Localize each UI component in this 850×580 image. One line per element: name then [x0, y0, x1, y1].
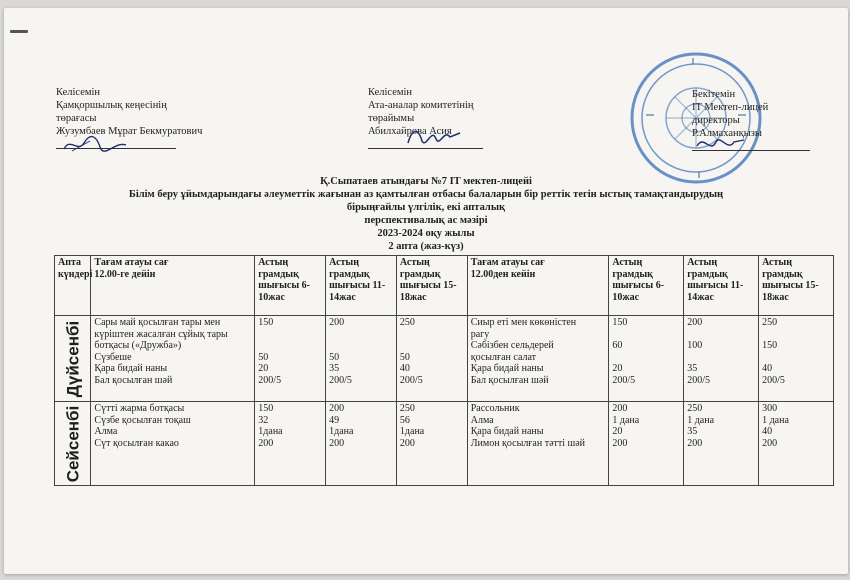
cell-line: [400, 340, 464, 352]
cell-line: 35: [687, 363, 698, 374]
portion-15-18-cell: [396, 316, 467, 402]
cell-line: қосылған салат: [470, 351, 537, 363]
cell-line: [762, 329, 830, 341]
approval-line: Жузумбаев Мұрат Бекмуратович: [56, 126, 203, 137]
header-portion2-11-14: Астың грамдық шығысы 11-14жас: [684, 256, 759, 316]
cell-line: 200: [762, 437, 778, 449]
approval-line: Абилхайрова Асия: [368, 126, 452, 137]
portion-6-10-cell: [255, 316, 326, 402]
cell-line: Бал қосылған шәй: [470, 374, 549, 386]
header-portion2-15-18: Астың грамдық шығысы 15-18жас: [759, 256, 834, 316]
cell-line: Сүзбе қосылған тоқаш: [94, 414, 191, 426]
portion-15-18-cell: [396, 402, 467, 486]
school-year: 2023-2024 оқу жылы: [377, 228, 475, 239]
cell-line: 40: [399, 363, 410, 374]
afternoon-dishes-cell: [467, 402, 609, 486]
portion2-11-14-cell: [684, 316, 759, 402]
cell-line: [400, 329, 464, 341]
approval-line: төрайымы: [368, 113, 415, 124]
cell-line: 200: [687, 437, 703, 449]
header-after-noon: Тағам атауы сағ 12.00ден кейін: [467, 256, 609, 316]
cell-line: 200: [329, 403, 345, 414]
cell-line: 200: [612, 403, 628, 414]
cell-line: 200: [399, 437, 415, 449]
cell-line: [762, 352, 830, 364]
cell-line: Қара бидай наны: [470, 363, 544, 374]
header-portion-6-10: Астың грамдық шығысы 6-10жас: [255, 256, 326, 316]
cell-line: 35: [329, 363, 340, 374]
signature-right: [694, 132, 746, 156]
cell-line: 49: [329, 414, 340, 426]
portion-11-14-cell: [326, 402, 397, 486]
cell-line: Сәбізбен сельдерей: [470, 340, 554, 351]
day-cell: [55, 316, 91, 402]
cell-line: Сиыр еті мен көкөністен: [470, 317, 577, 328]
table-header-row: [55, 256, 834, 316]
cell-line: 1дана: [399, 426, 425, 437]
approval-line: Р.Алмаханқызы: [692, 128, 762, 139]
day-cell: [55, 402, 91, 486]
morning-dishes-cell: [91, 402, 255, 486]
approval-line: Бекітемін: [692, 89, 736, 100]
menu-title: перспективалық ас мәзірі: [364, 215, 488, 226]
cell-line: 50: [329, 351, 340, 363]
cell-line: 300: [762, 403, 778, 414]
cell-line: Сүтті жарма ботқасы: [94, 403, 185, 414]
cell-line: [258, 340, 322, 352]
cell-line: [612, 329, 680, 341]
cell-line: 200/5: [762, 374, 785, 386]
header-before-noon: Тағам атауы сағ 12.00-ге дейін: [91, 256, 255, 316]
cell-line: 200: [612, 437, 628, 449]
cell-line: [612, 352, 680, 364]
table-row: [55, 402, 834, 486]
cell-line: 1 дана: [612, 414, 640, 426]
school-name: Қ.Сыпатаев атындағы №7 IT мектеп-лицейі: [320, 176, 532, 187]
day-label: Дүйсенбі: [62, 320, 82, 397]
cell-line: рагу: [470, 328, 490, 340]
cell-line: 20: [612, 426, 623, 437]
cell-line: 1дана: [329, 426, 354, 437]
header-portion-11-14: Астың грамдық шығысы 11-14жас: [326, 256, 397, 316]
cell-line: [258, 329, 322, 341]
cell-line: 200: [329, 317, 345, 328]
cell-line: 200: [258, 437, 274, 449]
approval-line: Келісемін: [56, 87, 101, 98]
approval-board-chair: [56, 86, 202, 138]
cell-line: Алма: [94, 426, 118, 437]
cell-line: 150: [762, 340, 778, 351]
cell-line: 150: [258, 403, 274, 414]
cell-line: 35: [687, 426, 698, 437]
document-page: [4, 8, 848, 574]
cell-line: 200/5: [399, 374, 423, 386]
approval-line: IT Мектеп-лицей: [692, 102, 769, 113]
cell-line: ботқасы («Дружба»): [94, 340, 182, 351]
cell-line: Алма: [470, 414, 494, 426]
menu-table: [54, 255, 834, 486]
cell-line: 20: [258, 363, 269, 374]
cell-line: 50: [258, 351, 269, 363]
header-portion-15-18: Астың грамдық шығысы 15-18жас: [396, 256, 467, 316]
cell-line: Сүзбеше: [94, 351, 132, 363]
cell-line: 56: [399, 414, 410, 426]
table-row: [55, 316, 834, 402]
portion2-15-18-cell: [759, 402, 834, 486]
cell-line: 150: [612, 317, 628, 328]
cell-line: 1 дана: [762, 414, 789, 426]
header-day: Апта күндері: [55, 256, 91, 316]
cell-line: [329, 329, 393, 341]
document-subtitle: бірыңғайлы үлгілік, екі апталық: [346, 202, 506, 213]
cell-line: 200/5: [687, 374, 710, 386]
day-label: Сейсенбі: [62, 405, 82, 482]
cell-line: Бал қосылған шәй: [94, 374, 173, 386]
cell-line: 40: [762, 363, 773, 374]
signature-left: [60, 133, 130, 155]
portion2-6-10-cell: [609, 316, 684, 402]
cell-line: Рассольник: [470, 403, 520, 414]
portion2-11-14-cell: [684, 402, 759, 486]
portion-11-14-cell: [326, 316, 397, 402]
cell-line: 200/5: [612, 374, 636, 386]
cell-line: 20: [612, 363, 623, 374]
document-title: Білім беру ұйымдарындағы әлеуметтік жағынан аз қамтылған отбасы балаларын бір реттік тегін ыстық тамақтандырудың: [128, 189, 724, 200]
cell-line: Қара бидай наны: [94, 363, 168, 374]
cell-line: [687, 352, 755, 364]
cell-line: 250: [762, 317, 778, 328]
cell-line: 50: [399, 351, 410, 363]
cell-line: 32: [258, 414, 269, 426]
cell-line: 150: [258, 317, 274, 328]
cell-line: Лимон қосылған тәтті шәй: [470, 437, 586, 449]
cell-line: Сүт қосылған какао: [94, 437, 179, 449]
morning-dishes-cell: [91, 316, 255, 402]
approval-line: директоры: [692, 115, 740, 126]
approval-line: Келісемін: [368, 87, 413, 98]
signature-middle: [404, 123, 464, 151]
approval-line: Ата-аналар комитетінің: [368, 100, 474, 111]
approval-line: төрағасы: [56, 113, 97, 124]
afternoon-dishes-cell: [467, 316, 609, 402]
week-label: 2 апта (жаз-күз): [388, 241, 464, 252]
cell-line: 200/5: [258, 374, 282, 386]
header-portion2-6-10: Астың грамдық шығысы 6-10жас: [609, 256, 684, 316]
portion2-15-18-cell: [759, 316, 834, 402]
portion-6-10-cell: [255, 402, 326, 486]
cell-line: 250: [399, 403, 415, 414]
cell-line: 1дана: [258, 426, 283, 437]
cell-line: 250: [687, 403, 703, 414]
cell-line: 250: [399, 317, 415, 328]
cell-line: 1 дана: [687, 414, 715, 426]
cell-line: Қара бидай наны: [470, 426, 544, 437]
cell-line: 60: [612, 340, 623, 351]
cell-line: 200: [329, 437, 345, 449]
cell-line: [687, 329, 755, 341]
approval-line: Қамқоршылық кеңесінің: [56, 100, 167, 111]
cell-line: [329, 340, 393, 352]
cell-line: Сары май қосылған тары мен: [94, 317, 221, 328]
scan-mark: [10, 30, 28, 33]
cell-line: 40: [762, 426, 773, 437]
cell-line: күріштен жасалған сұйық тары: [94, 328, 228, 340]
cell-line: 200/5: [329, 374, 352, 386]
cell-line: 200: [687, 317, 703, 328]
cell-line: 100: [687, 340, 703, 351]
portion2-6-10-cell: [609, 402, 684, 486]
